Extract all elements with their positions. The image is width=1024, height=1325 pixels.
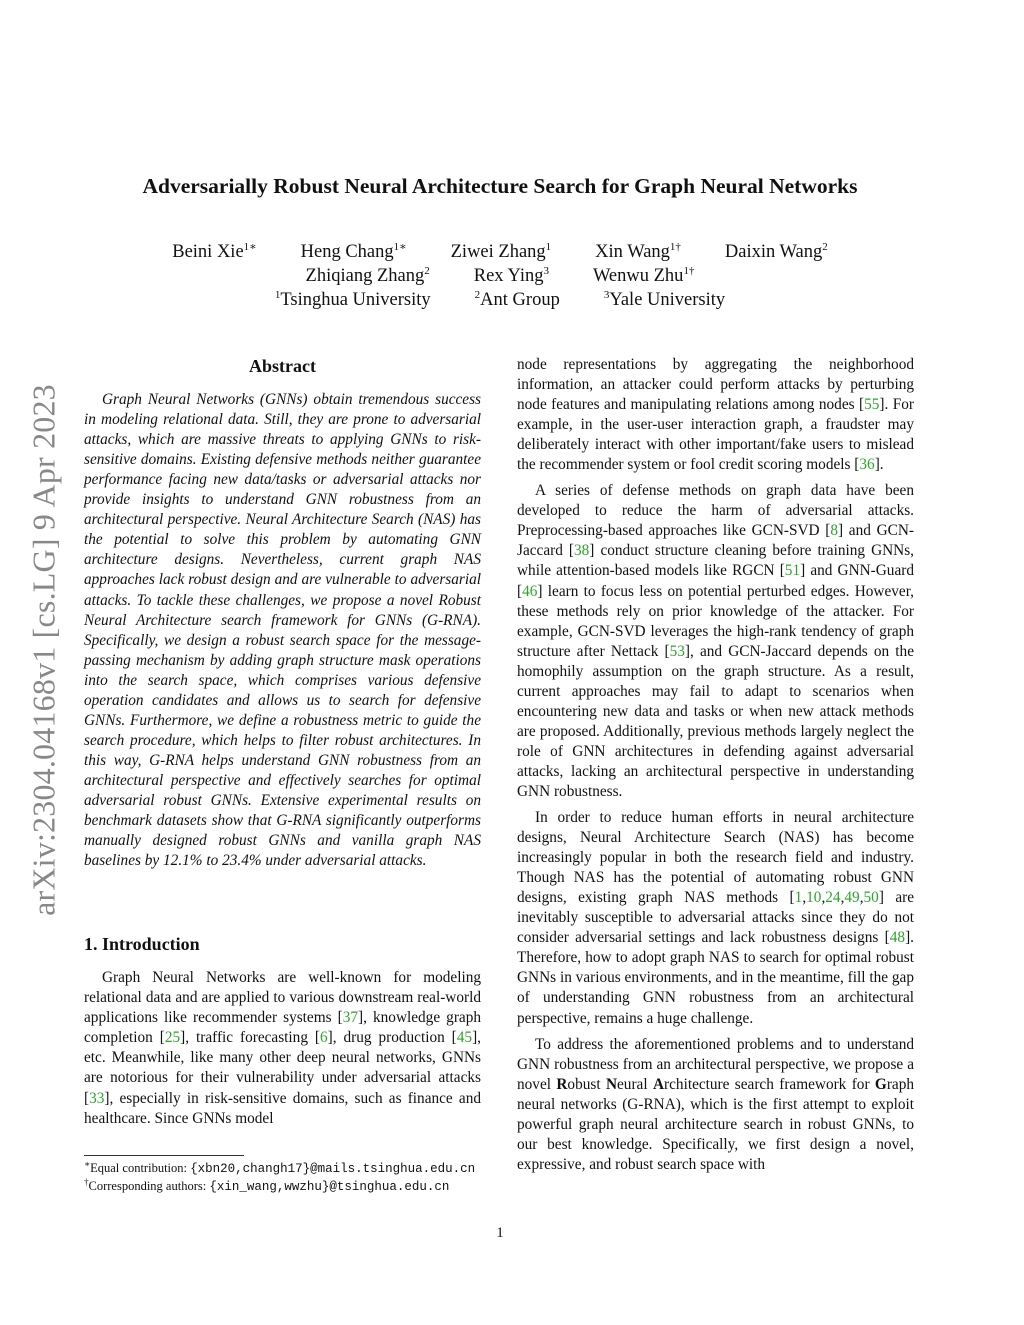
citation-link[interactable]: 24 bbox=[825, 889, 841, 907]
citation-link[interactable]: 49 bbox=[844, 889, 860, 907]
citation-link[interactable]: 37 bbox=[342, 1009, 359, 1027]
footnotes bbox=[84, 1160, 524, 1196]
body-paragraph: A series of defense methods on graph data have been developed to reduce the harm of adversarial attacks. Preprocessing-based approaches like GCN-SVD [8] and GCN-Jaccard [38] conduct structure cleaning before training GNNs, while attention-based models like RGCN [51] and GNN-Guard [46] learn to focus less on potential perturbed edges. However, these methods rely on prior knowledge of the attacker. For example, GCN-SVD leverages the high-rank tendency of graph structure after Nettack [53], and GCN-Jaccard depends on the homophily assumption on the graph structure. As a result, current approaches may fail to adapt to scenarios when encountering new data and tasks or when new attack methods are proposed. Additionally, previous methods largely neglect the role of GNN architectures in defending against adversarial attacks, lacking an architectural perspective in understanding GNN robustness. bbox=[517, 482, 914, 800]
citation-link[interactable]: 46 bbox=[522, 582, 538, 600]
arxiv-identifier: arXiv:2304.04168v1 [cs.LG] 9 Apr 2023 bbox=[25, 384, 62, 916]
author: Heng Chang$^{1∗}$ bbox=[300, 241, 407, 262]
footnote-corresponding-authors: †Corresponding authors: {xin_wang,wwzhu}@tsinghua.edu.cn bbox=[84, 1177, 450, 1194]
citation-link[interactable]: 10 bbox=[806, 889, 822, 907]
citation-link[interactable]: 8 bbox=[830, 522, 839, 540]
citation-link[interactable]: 50 bbox=[863, 889, 879, 907]
intro-paragraph: Graph Neural Networks are well-known for modeling relational data and are applied to various downstream real-world applications like recommender systems [37], knowledge graph completion [25], traffic forecasting [6], drug production [45], etc. Meanwhile, like many other deep neural networks, GNNs are notorious for their vulnerability under adversarial attacks [33], especially in risk-sensitive domains, such as finance and healthcare. Since GNNs model bbox=[84, 969, 481, 1127]
paper-title: Adversarially Robust Neural Architecture Search for Graph Neural Networks bbox=[142, 174, 858, 198]
right-column bbox=[517, 355, 914, 1175]
author: Rex Ying$^3$ bbox=[473, 265, 549, 286]
section-heading-introduction: 1. Introduction bbox=[84, 934, 200, 955]
email-link[interactable]: {xbn20,changh17}@mails.tsinghua.edu.cn bbox=[190, 1162, 476, 1176]
citation-link[interactable]: 33 bbox=[89, 1089, 105, 1107]
citation-link[interactable]: 48 bbox=[889, 929, 906, 947]
author-line-1 bbox=[100, 240, 900, 264]
author: Xin Wang$^{1\dagger}$ bbox=[595, 241, 681, 262]
left-column bbox=[84, 354, 481, 1129]
footnote-rule bbox=[84, 1155, 244, 1156]
author: Wenwu Zhu$^{1\dagger}$ bbox=[592, 265, 695, 286]
author: Daixin Wang$^2$ bbox=[724, 241, 828, 262]
citation-link[interactable]: 36 bbox=[859, 456, 875, 474]
citation-link[interactable]: 25 bbox=[164, 1029, 181, 1047]
body-paragraph: In order to reduce human efforts in neural architecture designs, Neural Architecture Search (NAS) has become increasingly popular in both the research field and industry. Though NAS has the potential of automating robust GNN designs, existing graph NAS methods [1,10,24,49,50] are inevitably susceptible to adversarial attacks since they do not consider adversarial settings and lack robustness designs [48]. Therefore, how to adopt graph NAS to search for optimal robust GNNs in various environments, and in the meantime, fill the gap of understanding GNN robustness from an architectural perspective, remains a huge challenge. bbox=[517, 809, 915, 1027]
author: Beini Xie$^{1∗}$ bbox=[172, 241, 257, 262]
author: Zhiqiang Zhang$^2$ bbox=[305, 265, 430, 286]
affiliation: $^2$Ant Group bbox=[474, 289, 560, 310]
author: Ziwei Zhang$^1$ bbox=[450, 241, 552, 262]
citation-link[interactable]: 38 bbox=[574, 542, 590, 560]
citation-link[interactable]: 6 bbox=[320, 1029, 328, 1047]
affiliation: $^1$Tsinghua University bbox=[274, 289, 431, 310]
citation-link[interactable]: 45 bbox=[456, 1029, 473, 1047]
body-paragraph: node representations by aggregating the neighborhood information, an attacker could perform attacks by perturbing node features and manipulating relations among nodes [55]. For example, in the user-user interaction graph, a fraudster may deliberately interact with other important/fake users to mislead the recommender system or fool credit scoring models [36]. bbox=[517, 356, 914, 474]
footnote-equal-contribution: ∗Equal contribution: {xbn20,changh17}@mails.tsinghua.edu.cn bbox=[84, 1159, 476, 1176]
body-paragraph: To address the aforementioned problems and to understand GNN robustness from an architectural perspective, we propose a novel Robust Neural Architecture search framework for Graph neural networks (G-RNA), which is the first attempt to exploit powerful graph neural architecture search in robust GNNs, to our best knowledge. Specifically, we first design a novel, expressive, and robust search space with bbox=[517, 1035, 914, 1173]
citation-link[interactable]: 51 bbox=[784, 562, 801, 580]
citation-link[interactable]: 55 bbox=[864, 396, 880, 414]
abstract-text: Graph Neural Networks (GNNs) obtain tremendous success in modeling relational data. Still, they are prone to adversarial attacks, which are massive threats to applying GNNs to risk-sensitive domains. Existing defensive methods neither guarantee performance facing new data/tasks or adversarial attacks nor provide insights to understand GNN robustness from an architectural perspective. Neural Architecture Search (NAS) has the potential to solve this problem by automating GNN architecture designs. Nevertheless, current graph NAS approaches lack robust design and are vulnerable to adversarial attacks. To tackle these challenges, we propose a novel Robust Neural Architecture search framework for GNNs (G-RNA). Specifically, we design a robust search space for the message-passing mechanism by adding graph structure mask operations into the search space, which comprises various defensive operation candidates and allows us to search for defensive GNNs. Furthermore, we define a robustness metric to guide the search procedure, which helps to filter robust architectures. In this way, G-RNA helps understand GNN robustness from an architectural perspective and effectively searches for optimal adversarial robust GNNs. Extensive experimental results on benchmark datasets show that G-RNA significantly outperforms manually designed robust GNNs and vanilla graph NAS baselines by 12.1% to 23.4% under adversarial attacks. bbox=[84, 391, 481, 870]
author-line-2 bbox=[100, 264, 900, 288]
affiliation: $^3$Yale University bbox=[603, 289, 726, 310]
citation-link[interactable]: 53 bbox=[669, 642, 685, 660]
affiliation-line bbox=[100, 288, 900, 312]
citation-link[interactable]: 1 bbox=[794, 889, 803, 907]
author-block bbox=[100, 240, 900, 312]
page-number: 1 bbox=[496, 1225, 504, 1241]
abstract-heading: Abstract bbox=[249, 356, 316, 376]
email-link[interactable]: {xin_wang,wwzhu}@tsinghua.edu.cn bbox=[209, 1180, 450, 1194]
